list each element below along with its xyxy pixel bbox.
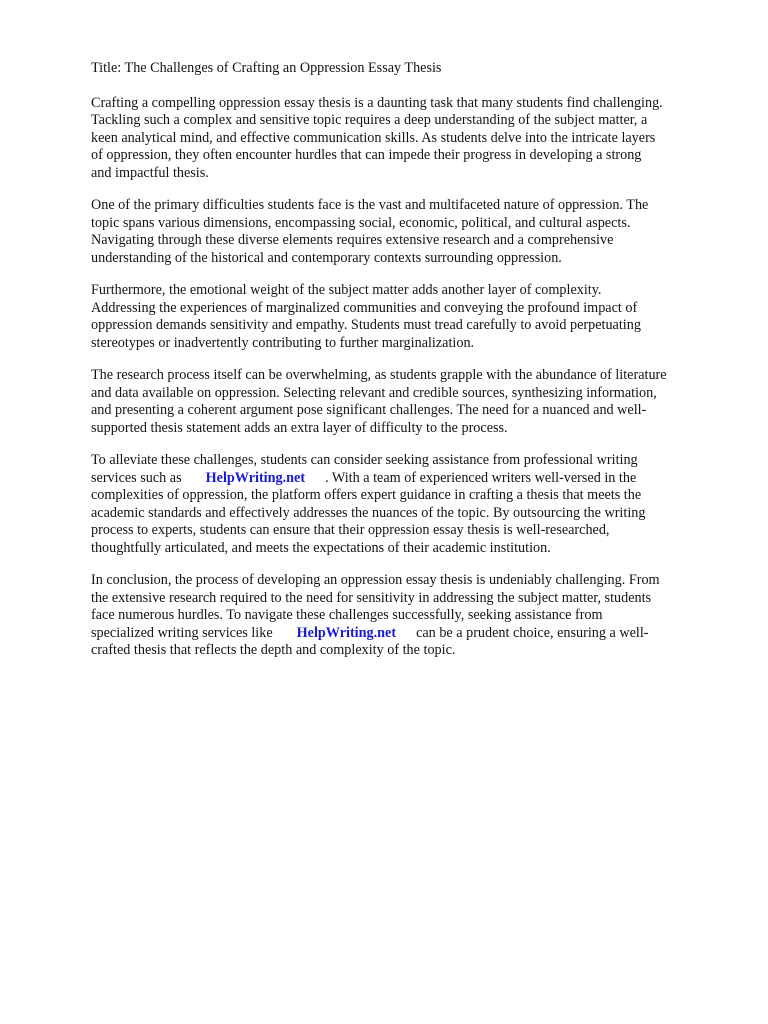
text-line: and data available on oppression. Selecting relevant and credible sources, synthesizing information, [91, 384, 657, 401]
text-line: academic standards and effectively addresses the nuances of the topic. By outsourcing the writing [91, 504, 646, 521]
text-line: keen analytical mind, and effective communication skills. As students delve into the intricate layers [91, 129, 656, 146]
helpwriting-link[interactable]: HelpWriting.net [296, 624, 397, 641]
document-page [91, 60, 731, 675]
text-line: understanding of the historical and contemporary contexts surrounding oppression. [91, 249, 562, 266]
text-line: the extensive research required to the need for sensitivity in addressing the subject matter, students [91, 589, 652, 606]
text-line: of oppression, they often encounter hurdles that can impede their progress in developing a strong [91, 147, 642, 163]
text-line: Tackling such a complex and sensitive topic requires a deep understanding of the subject matter, a [91, 112, 648, 128]
text-line: and presenting a coherent argument pose significant challenges. The need for a nuanced and well- [91, 402, 647, 418]
text-line: crafted thesis that reflects the depth and complexity of the topic. [91, 642, 456, 658]
text-line: face numerous hurdles. To navigate these challenges successfully, seeking assistance from [91, 607, 603, 623]
text-line: stereotypes or inadvertently contributing to further marginalization. [91, 334, 475, 351]
text-line: supported thesis statement adds an extra layer of difficulty to the process. [91, 419, 508, 436]
text-line: thoughtfully articulated, and meets the expectations of their academic institution. [91, 539, 551, 556]
document-title: Title: The Challenges of Crafting an Oppression Essay Thesis [91, 60, 442, 76]
text-line: Addressing the experiences of marginalized communities and conveying the profound impact of [91, 299, 638, 316]
text-line: The research process itself can be overwhelming, as students grapple with the abundance of literature [91, 367, 667, 383]
text-segment: can be a prudent choice, ensuring a well- [416, 624, 649, 641]
paragraph-6 [91, 572, 731, 660]
text-line-with-link [91, 625, 731, 643]
paragraph-1 [91, 95, 731, 183]
paragraph-3 [91, 282, 731, 352]
text-line: and impactful thesis. [91, 164, 209, 181]
text-line: To alleviate these challenges, students can consider seeking assistance from professional writing [91, 452, 638, 468]
text-segment: . With a team of experienced writers well-versed in the [325, 469, 637, 486]
text-line: Crafting a compelling oppression essay thesis is a daunting task that many students find challenging. [91, 94, 663, 111]
paragraph-4 [91, 367, 731, 437]
text-line: topic spans various dimensions, encompassing social, economic, political, and cultural aspects. [91, 214, 631, 231]
text-line: complexities of oppression, the platform offers expert guidance in crafting a thesis that meets the [91, 487, 642, 503]
text-segment: services such as [91, 469, 182, 486]
text-line: process to experts, students can ensure that their oppression essay thesis is well-researched, [91, 522, 610, 538]
text-line: One of the primary difficulties students face is the vast and multifaceted nature of oppression. The [91, 197, 649, 213]
text-line: Furthermore, the emotional weight of the subject matter adds another layer of complexity. [91, 282, 602, 298]
paragraph-2 [91, 197, 731, 267]
helpwriting-link[interactable]: HelpWriting.net [205, 469, 306, 486]
text-line: In conclusion, the process of developing an oppression essay thesis is undeniably challenging. From [91, 572, 660, 588]
text-segment: specialized writing services like [91, 624, 273, 641]
text-line-with-link [91, 470, 731, 488]
text-line: Navigating through these diverse elements requires extensive research and a comprehensive [91, 232, 614, 248]
text-line: oppression demands sensitivity and empathy. Students must tread carefully to avoid perpetuating [91, 317, 641, 333]
paragraph-5 [91, 452, 731, 557]
